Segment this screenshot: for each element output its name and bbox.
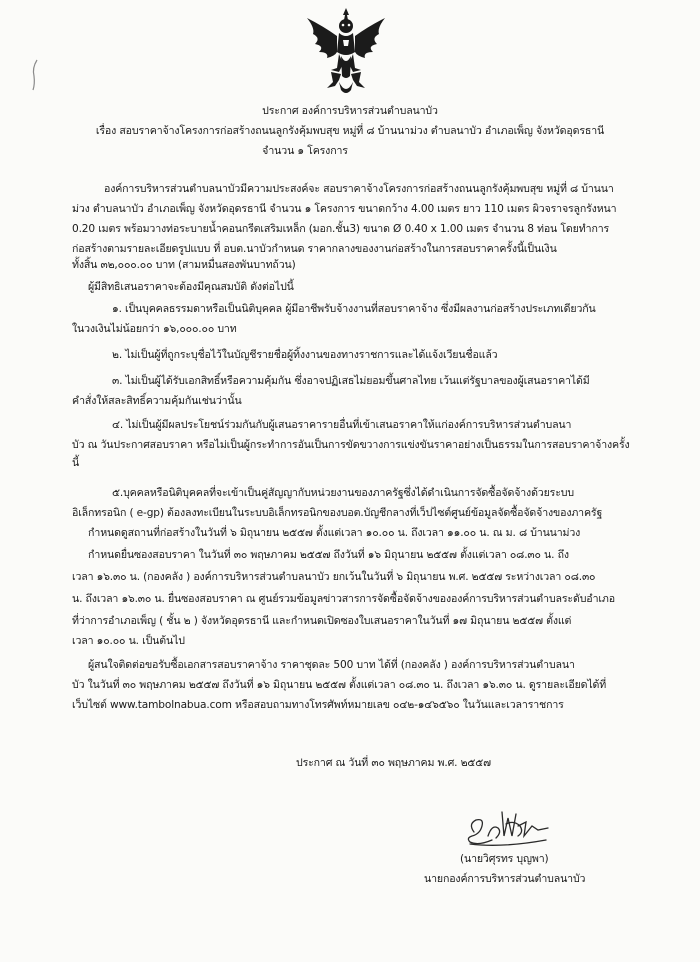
qualification-item: ในวงเงินไม่น้อยกว่า ๑๖,๐๐๐.๐๐ บาท [72,323,237,335]
qualification-item: อิเล็กทรอนิก ( e-gp) ต้องลงทะเบียนในระบบอิเล็กทรอนิกของบอต.บัญชีกลางที่เว็ปไซต์ศูนย์ข้อมูลจัดซื้อจัดจ้างของภาครัฐ [72,507,603,519]
signer-name: (นายวิศุรทร บุญพา) [460,853,549,865]
schedule-line: น. ถึงเวลา ๑๖.๓๐ น. ยื่นซองสอบราคา ณ ศูนย์รวมข้อมูลข่าวสารการจัดซื้อจัดจ้างขององค์การบริหารส่วนตำบลระดับอำเภอ [72,593,615,605]
qualifications-intro: ผู้มีสิทธิเสนอราคาจะต้องมีคุณสมบัติ ดังต่อไปนี้ [88,281,294,293]
qualification-item: คำสั่งให้สละสิทธิ์ความคุ้มกันเช่นว่านั้น [72,395,242,407]
handwritten-signature [462,806,554,850]
schedule-line: เวลา ๑๐.๐๐ น. เป็นต้นไป [72,635,185,647]
project-count: จำนวน ๑ โครงการ [262,145,348,157]
intro-line: ทั้งสิ้น ๓๒,๐๐๐.๐๐ บาท (สามหมื่นสองพันบาทถ้วน) [72,259,296,271]
document-purchase-line: เว็บไซต์ www.tambolnabua.com หรือสอบถามทางโทรศัพท์หมายเลข ๐๔๒-๑๔๖๕๖๐ ในวันและเวลาราชการ [72,699,564,711]
qualification-item: ๓. ไม่เป็นผู้ได้รับเอกสิทธิ์หรือความคุ้มกัน ซึ่งอาจปฏิเสธไม่ยอมขึ้นศาลไทย เว้นแต่รัฐบาลของผู้เสนอราคาได้มี [112,375,590,387]
schedule-line: ที่ว่าการอำเภอเพ็ญ ( ชั้น ๒ ) จังหวัดอุดรธานี และกำหนดเปิดซองใบเสนอราคาในวันที่ ๑๗ มิถุนายน ๒๕๕๗ ตั้งแต่ [72,615,572,627]
intro-line: ก่อสร้างตามรายละเอียดรูปแบบ ที่ อบต.นาบัวกำหนด ราคากลางของงานก่อสร้างในการสอบราคาครั้งนี้เป็นเงิน [72,243,557,255]
signer-title: นายกองค์การบริหารส่วนตำบลนาบัว [424,873,586,885]
intro-line: องค์การบริหารส่วนตำบลนาบัวมีความประสงค์จะ สอบราคาจ้างโครงการก่อสร้างถนนลูกรังคุ้มพบสุข หมู่ที่ ๘ บ้านนา [104,183,614,195]
garuda-emblem [303,6,389,98]
announcement-date: ประกาศ ณ วันที่ ๓๐ พฤษภาคม พ.ศ. ๒๕๕๗ [296,757,491,769]
qualification-item: นี้ [72,457,80,469]
announcement-title: ประกาศ องค์การบริหารส่วนตำบลนาบัว [262,105,438,117]
intro-line: 0.20 เมตร พร้อมวางท่อระบายน้ำคอนกรีตเสริมเหล็ก (มอก.ชั้น3) ขนาด Ø 0.40 x 1.00 เมตร จำนวน 8 ท่อน โดยทำการ [72,223,610,235]
qualification-item: ๑. เป็นบุคคลธรรมดาหรือเป็นนิติบุคคล ผู้มีอาชีพรับจ้างงานที่สอบราคาจ้าง ซึ่งมีผลงานก่อสร้างประเภทเดียวกัน [112,303,596,315]
document-purchase-line: บัว ในวันที่ ๓๐ พฤษภาคม ๒๕๕๗ ถึงวันที่ ๑๖ มิถุนายน ๒๕๕๗ ตั้งแต่เวลา ๐๘.๓๐ น. ถึงเวลา ๑๖.๓๐ น. ดูรายละเอียดได้ที่ [72,679,607,691]
margin-pencil-mark [28,58,42,92]
announcement-subject: เรื่อง สอบราคาจ้างโครงการก่อสร้างถนนลูกรังคุ้มพบสุข หมู่ที่ ๘ บ้านนาม่วง ตำบลนาบัว อำเภอเพ็ญ จังหวัดอุดรธานี [95,125,605,137]
intro-line: ม่วง ตำบลนาบัว อำเภอเพ็ญ จังหวัดอุดรธานี จำนวน ๑ โครงการ ขนาดกว้าง 4.00 เมตร ยาว 110 เมตร ผิวจราจรลูกรังหนา [72,203,617,215]
qualification-item: ๕.บุคคลหรือนิติบุคคลที่จะเข้าเป็นคู่สัญญากับหน่วยงานของภาครัฐซึ่งได้ดำเนินการจัดซื้อจัดจ้างด้วยระบบ [112,487,574,499]
qualification-item: ๒. ไม่เป็นผู้ที่ถูกระบุชื่อไว้ในบัญชีรายชื่อผู้ทิ้งงานของทางราชการและได้แจ้งเวียนชื่อแล้ว [112,349,498,361]
document-purchase-line: ผู้สนใจติดต่อขอรับซื้อเอกสารสอบราคาจ้าง ราคาชุดละ 500 บาท ได้ที่ (กองคลัง ) องค์การบริหารส่วนตำบลนา [88,659,575,671]
schedule-line: กำหนดยื่นซองสอบราคา ในวันที่ ๓๐ พฤษภาคม ๒๕๕๗ ถึงวันที่ ๑๖ มิถุนายน ๒๕๕๗ ตั้งแต่เวลา ๐๘.๓๐ น. ถึง [88,549,569,561]
schedule-line: เวลา ๑๖.๓๐ น. (กองคลัง ) องค์การบริหารส่วนตำบลนาบัว ยกเว้นในวันที่ ๖ มิถุนายน พ.ศ. ๒๕๕๗ ระหว่างเวลา ๐๘.๓๐ [72,571,596,583]
qualification-item: บัว ณ วันประกาศสอบราคา หรือไม่เป็นผู้กระทำการอันเป็นการขัดขวางการแข่งขันราคาอย่างเป็นธรรมในการสอบราคาจ้างครั้ง [72,439,630,451]
schedule-line: กำหนดดูสถานที่ก่อสร้างในวันที่ ๖ มิถุนายน ๒๕๕๗ ตั้งแต่เวลา ๑๐.๐๐ น. ถึงเวลา ๑๑.๐๐ น. ณ ม. ๘ บ้านนาม่วง [88,527,581,539]
qualification-item: ๔. ไม่เป็นผู้มีผลประโยชน์ร่วมกันกับผู้เสนอราคารายอื่นที่เข้าเสนอราคาให้แก่องค์การบริหารส่วนตำบลนา [112,419,572,431]
